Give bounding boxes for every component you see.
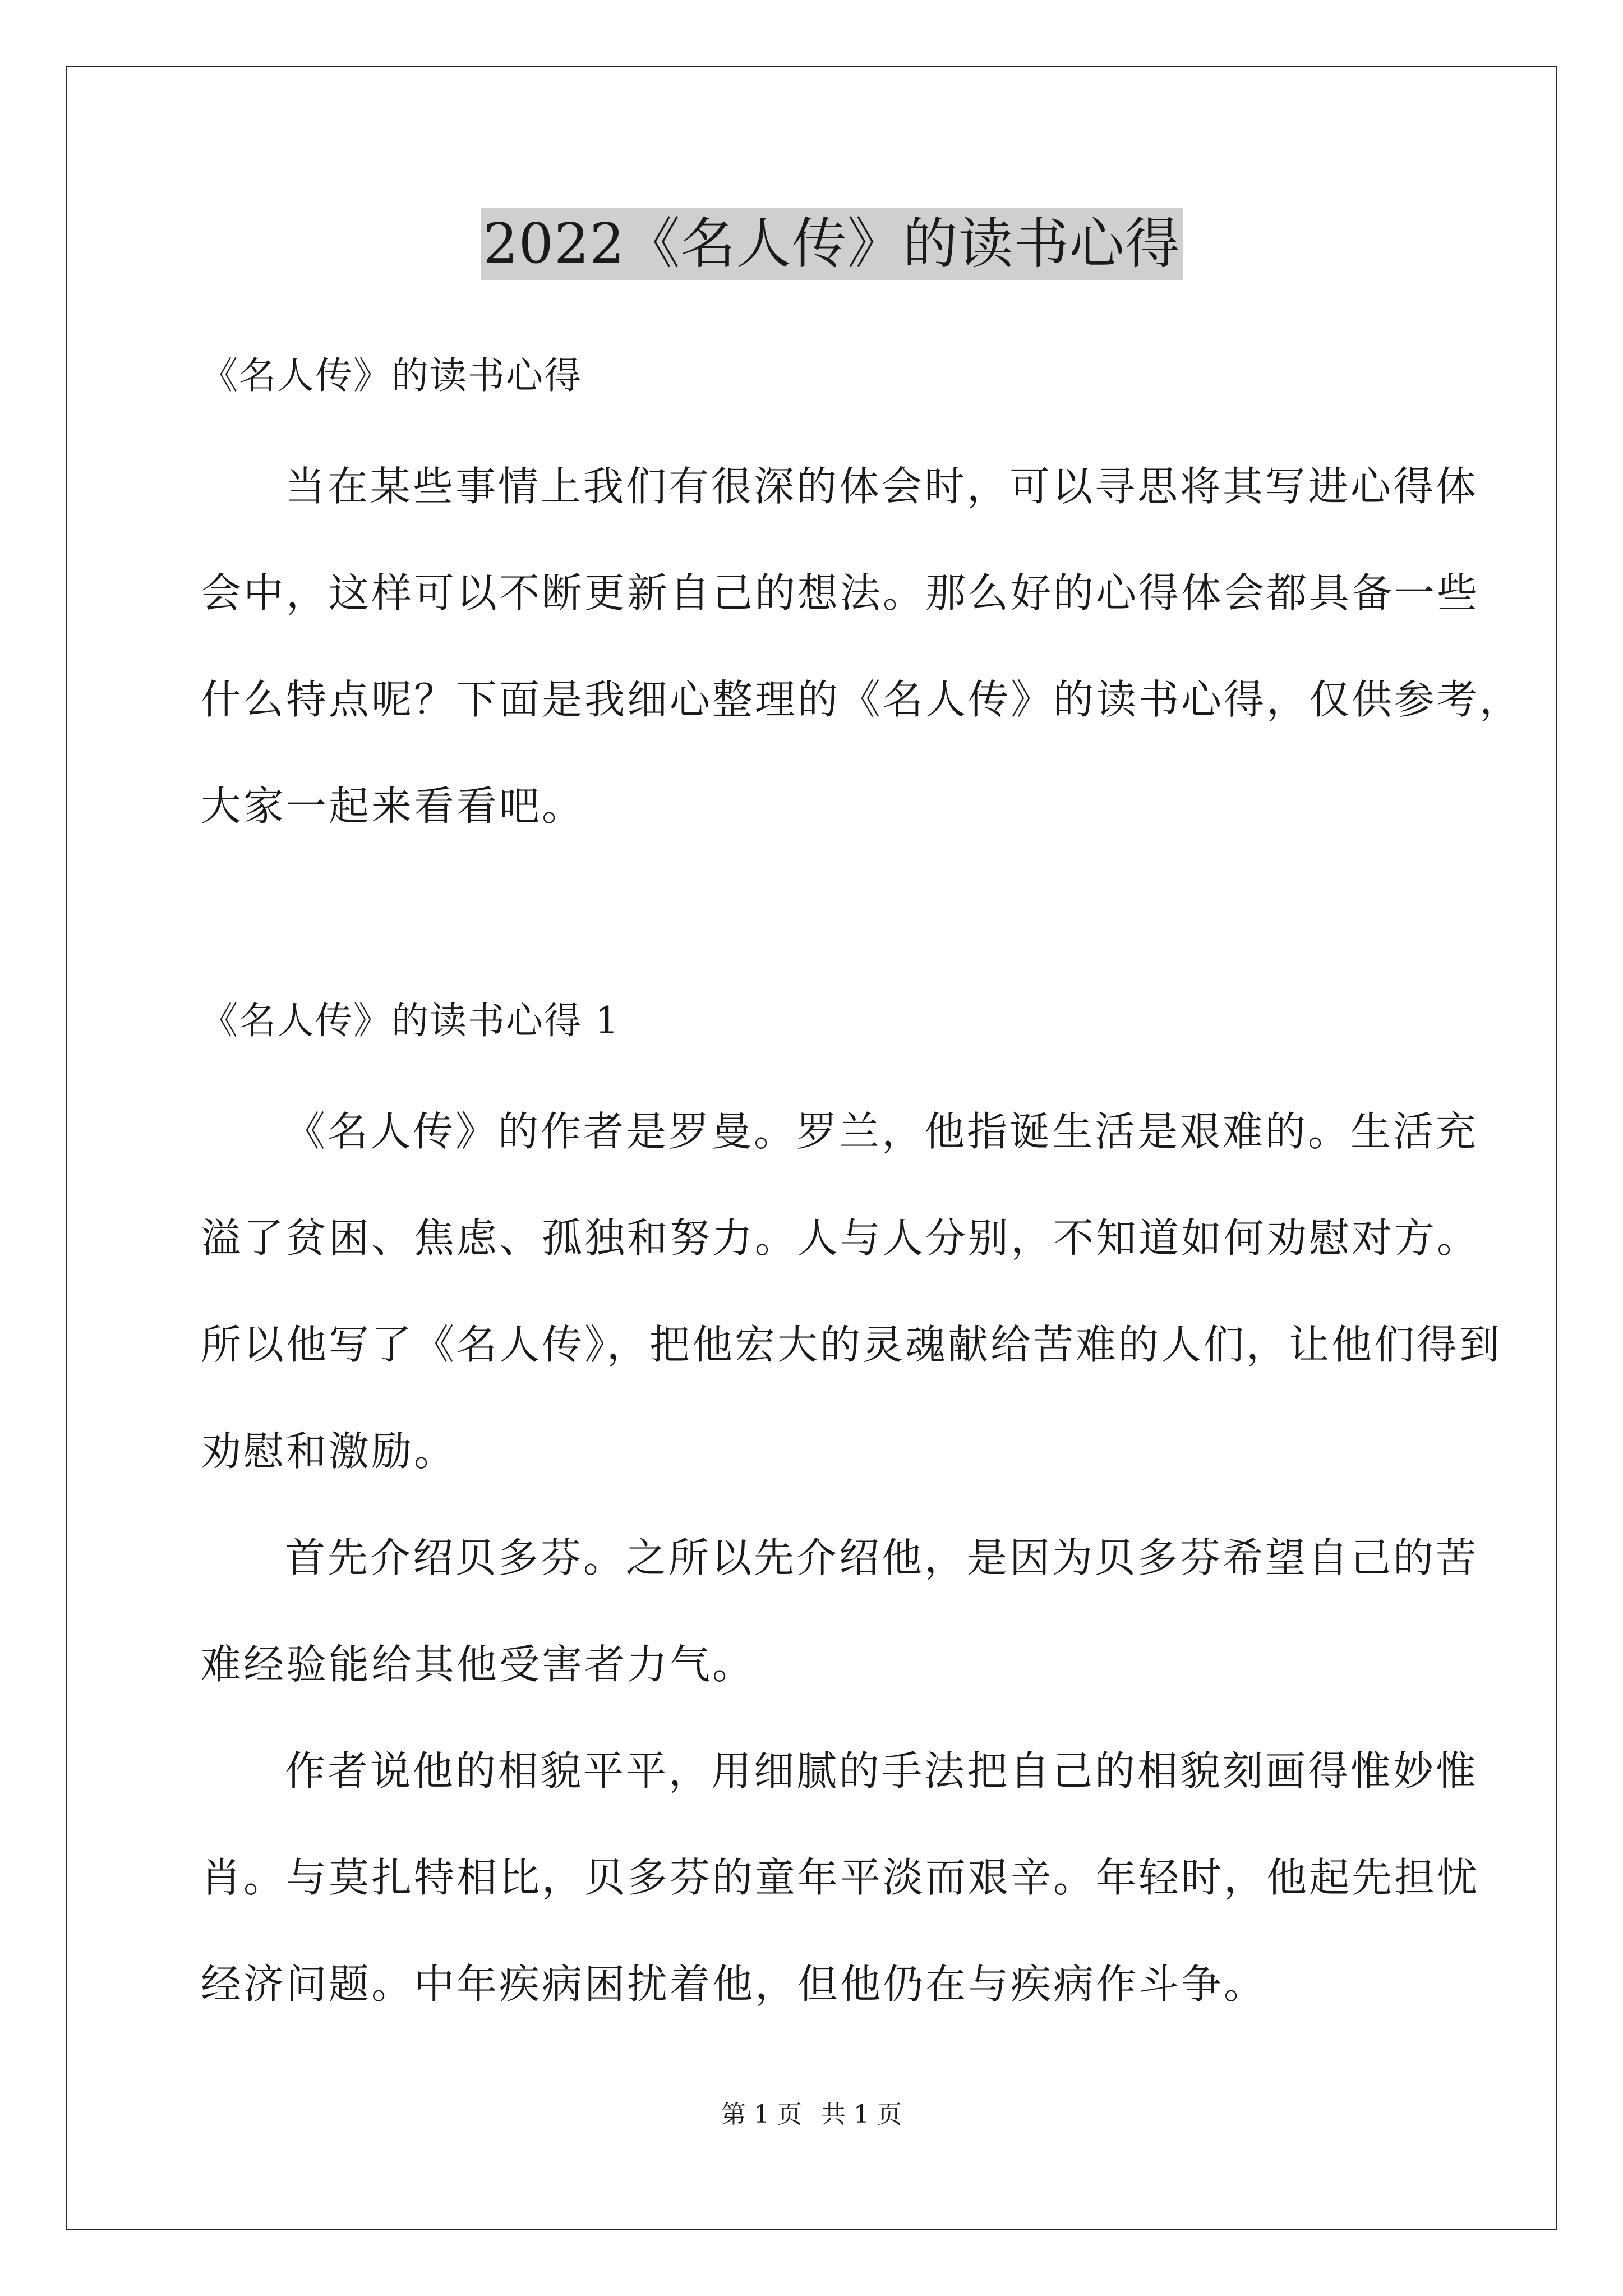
page-number: 第 1 页	[721, 2100, 802, 2129]
intro-line: 会中，这样可以不断更新自己的想法。那么好的心得体会都具备一些	[201, 569, 1480, 616]
document-title: 2022《名人传》的读书心得	[481, 208, 1182, 280]
paragraph-line: 作者说他的相貌平平，用细腻的手法把自己的相貌刻画得惟妙惟	[285, 1747, 1479, 1795]
paragraph-line: 所以他写了《名人传》，把他宏大的灵魂献给苦难的人们，让他们得到	[201, 1321, 1502, 1368]
intro-heading: 《名人传》的读书心得	[201, 354, 582, 397]
paragraph-line: 溢了贫困、焦虑、孤独和努力。人与人分别，不知道如何劝慰对方。	[201, 1214, 1480, 1262]
paragraph-line: 经济问题。中年疾病困扰着他，但他仍在与疾病作斗争。	[201, 1961, 1267, 2008]
paragraph-line: 难经验能给其他受害者力气。	[201, 1641, 755, 1688]
page-footer	[0, 2098, 1623, 2132]
paragraph-line: 首先介绍贝多芬。之所以先介绍他，是因为贝多芬希望自己的苦	[285, 1534, 1479, 1581]
intro-line: 当在某些事情上我们有很深的体会时，可以寻思将其写进心得体	[285, 463, 1479, 510]
paragraph-line: 劝慰和激励。	[201, 1428, 457, 1475]
intro-line: 大家一起来看看吧。	[201, 783, 585, 830]
title-block	[201, 208, 1463, 280]
intro-line: 什么特点呢？下面是我细心整理的《名人传》的读书心得，仅供参考，	[201, 676, 1523, 723]
page-total: 共 1 页	[821, 2100, 902, 2129]
paragraph-line: 《名人传》的作者是罗曼。罗兰，他指诞生活是艰难的。生活充	[285, 1108, 1479, 1155]
paragraph-line: 肖。与莫扎特相比，贝多芬的童年平淡而艰辛。年轻时，他起先担忧	[201, 1854, 1480, 1901]
section-heading: 《名人传》的读书心得 1	[201, 999, 620, 1042]
